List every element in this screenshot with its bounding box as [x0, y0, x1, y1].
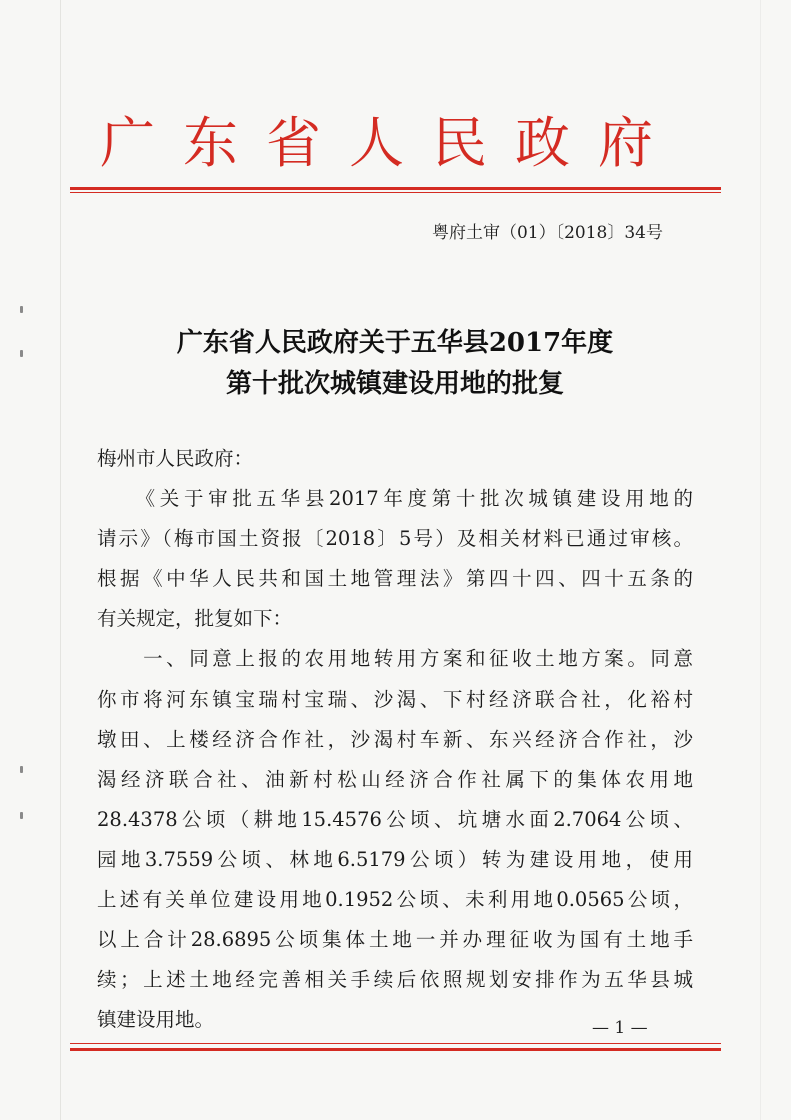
body-line: 镇建设用地。 [97, 1008, 215, 1032]
header-rule-thin [70, 192, 721, 193]
footer-rule-thin [70, 1043, 721, 1044]
body-line: 有关规定，批复如下： [97, 607, 293, 631]
page-right-edge [760, 0, 761, 1120]
binding-hole-mark [20, 766, 23, 773]
page-number: — 1 — [592, 1018, 648, 1038]
body-line: 上述有关单位建设用地0.1952公顷、未利用地0.0565公顷， [97, 888, 693, 912]
body-line: 28.4378公顷（耕地15.4576公顷、坑塘水面2.7064公顷、 [97, 807, 693, 831]
salutation: 梅州市人民政府： [97, 447, 254, 470]
body-line: 请示》（梅市国土资报〔2018〕5号）及相关材料已通过审核。 [97, 527, 693, 551]
footer-rule-thick [70, 1048, 721, 1051]
body-line: 你市将河东镇宝瑞村宝瑞、沙渴、下村经济联合社，化裕村 [97, 687, 693, 711]
document-number: 粤府土审（01）〔2018〕34号 [431, 223, 663, 243]
binding-hole-mark [20, 812, 23, 819]
page-binding-edge [60, 0, 61, 1120]
binding-hole-mark [20, 350, 23, 357]
document-title-line-1: 广东省人民政府关于五华县2017年度 [176, 328, 614, 358]
body-line: 一、同意上报的农用地转用方案和征收土地方案。同意 [97, 647, 693, 671]
document-body [97, 439, 693, 1040]
body-line: 根据《中华人民共和国土地管理法》第四十四、四十五条的 [97, 567, 693, 591]
issuer-header: 广东省人民政府 [100, 111, 682, 175]
binding-hole-mark [20, 306, 23, 313]
body-line: 《关于审批五华县2017年度第十批次城镇建设用地的 [97, 487, 693, 511]
header-rule-thick [70, 187, 721, 190]
body-line: 园地3.7559公顷、林地6.5179公顷）转为建设用地，使用 [97, 847, 693, 871]
body-line: 以上合计28.6895公顷集体土地一并办理征收为国有土地手 [97, 928, 693, 952]
body-line: 渴经济联合社、油新村松山经济合作社属下的集体农用地 [97, 767, 693, 791]
body-line: 墩田、上楼经济合作社，沙渴村车新、东兴经济合作社，沙 [97, 727, 693, 751]
body-line: 续；上述土地经完善相关手续后依照规划安排作为五华县城 [97, 968, 693, 992]
document-title-line-2: 第十批次城镇建设用地的批复 [225, 369, 564, 399]
